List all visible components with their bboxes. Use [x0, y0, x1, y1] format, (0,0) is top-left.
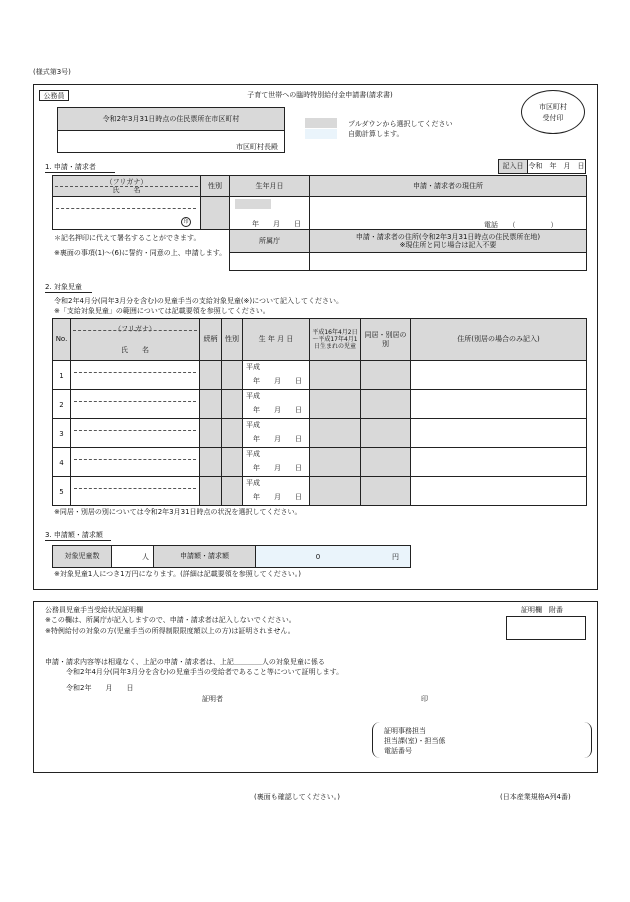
legend-dropdown-text: プルダウンから選択してください [348, 120, 453, 128]
child-row-3-name[interactable] [70, 418, 200, 448]
child-birth-ymd: 年 月 日 [253, 493, 302, 501]
child-col-gender: 性別 [221, 318, 243, 361]
child-row-4-birth[interactable] [242, 447, 310, 477]
child-row-number: 5 [59, 488, 64, 496]
section2-title: 2. 対象児童 [45, 283, 82, 291]
child-row-5-rel[interactable] [199, 476, 222, 506]
child-row-3-gen[interactable] [221, 418, 243, 448]
legend-gray-swatch [305, 118, 337, 128]
child-row-1-coh[interactable] [360, 360, 411, 390]
contact-line2: 担当課(室)・担当係 [384, 737, 446, 745]
entry-date-label: 記入日 [498, 159, 528, 174]
child-row-2-no [52, 389, 71, 419]
child-row-3-born[interactable] [309, 418, 361, 448]
badge-public-servant [39, 90, 69, 101]
child-row-4-addr[interactable] [410, 447, 587, 477]
child-birth-ymd: 年 月 日 [253, 377, 302, 385]
child-row-5-coh[interactable] [360, 476, 411, 506]
child-col-name [70, 318, 200, 361]
residence-label: 令和2年3月31日時点の住民票所在市区町村 [57, 107, 285, 131]
child-row-5-birth[interactable] [242, 476, 310, 506]
child-birth-ymd: 年 月 日 [253, 464, 302, 472]
child-furigana-line [74, 372, 196, 373]
child-era-label: 平成 [246, 421, 260, 429]
certificate-note1: ※この欄は、所属庁が記入しますので、申請・請求者は記入しないでください。 [45, 616, 296, 624]
office-input[interactable] [229, 252, 310, 271]
child-col-born-range: 平成16年4月2日～平成17年4月1日生まれの児童 [309, 318, 361, 361]
birthdate-input[interactable] [229, 196, 310, 230]
child-row-2-name[interactable] [70, 389, 200, 419]
child-row-2-gen[interactable] [221, 389, 243, 419]
amount-value: 0 [315, 553, 321, 561]
child-row-number: 1 [59, 372, 64, 380]
form-number: (様式第3号) [33, 68, 71, 76]
certificate-certifier: 証明者 [202, 695, 223, 703]
child-row-5-gen[interactable] [221, 476, 243, 506]
child-header-divider [73, 330, 197, 331]
child-furigana-line [74, 430, 196, 431]
child-era-label: 平成 [246, 450, 260, 458]
child-col-cohabit: 同居・別居の別 [360, 318, 411, 361]
child-row-4-coh[interactable] [360, 447, 411, 477]
child-row-4-name[interactable] [70, 447, 200, 477]
section2-underline [45, 292, 92, 293]
certificate-title: 公務員児童手当受給状況証明欄 [45, 606, 143, 614]
era-select[interactable] [235, 199, 271, 209]
child-col-relation: 続柄 [199, 318, 222, 361]
child-row-4-rel[interactable] [199, 447, 222, 477]
section2-note2: ※「支給対象児童」の範囲については記載要領を参照してください。 [54, 307, 270, 315]
amount-unit: 円 [392, 553, 399, 561]
form-title: 子育て世帯への臨時特別給付金申請書(請求書) [247, 91, 393, 99]
office-label: 所属庁 [229, 229, 310, 253]
section2-note1: 令和2年4月分(同年3月分を含む)の児童手当の支給対象児童(※)について記入してください。 [54, 297, 344, 305]
child-row-5-name[interactable] [70, 476, 200, 506]
applicant-name-input[interactable] [52, 196, 201, 230]
address-header: 申請・請求者の現住所 [309, 175, 587, 197]
child-row-1-name[interactable] [70, 360, 200, 390]
certificate-date: 令和2年 月 日 [66, 684, 134, 692]
child-name-label: 氏 名 [121, 345, 149, 354]
child-row-number: 2 [59, 401, 64, 409]
child-col-birth: 生 年 月 日 [242, 318, 310, 361]
section3-underline [45, 540, 111, 541]
child-row-number: 4 [59, 459, 64, 467]
amount-label: 申請額・請求額 [153, 545, 256, 568]
child-count-unit: 人 [142, 553, 149, 561]
resident-address-label: 申請・請求者の住所(令和2年3月31日時点の住民票所在地) [355, 232, 541, 241]
resident-address-input[interactable] [309, 252, 587, 271]
child-row-2-rel[interactable] [199, 389, 222, 419]
child-row-3-addr[interactable] [410, 418, 587, 448]
section2-footnote: ※同居・別居の別については令和2年3月31日時点の状況を選択してください。 [54, 508, 302, 516]
certificate-note2: ※特例給付の対象の方(児童手当の所得制限限度額以上の方)は証明されません。 [45, 627, 295, 635]
child-row-4-born[interactable] [309, 447, 361, 477]
child-birth-ymd: 年 月 日 [253, 406, 302, 414]
certificate-side-label: 証明欄 附番 [521, 606, 563, 614]
child-row-3-coh[interactable] [360, 418, 411, 448]
section1-title: 1. 申請・請求者 [45, 163, 96, 171]
certificate-number-box[interactable] [506, 616, 586, 640]
child-furigana-line [74, 459, 196, 460]
stamp-line2: 受付印 [542, 114, 564, 122]
name-label: 氏 名 [112, 186, 141, 194]
certificate-seal: 印 [421, 695, 428, 703]
child-row-5-addr[interactable] [410, 476, 587, 506]
child-row-2-born[interactable] [309, 389, 361, 419]
child-row-1-rel[interactable] [199, 360, 222, 390]
gender-select[interactable] [200, 196, 230, 230]
current-address-input[interactable] [309, 196, 587, 230]
phone-label: 電話 （ ） [484, 221, 558, 229]
child-row-3-birth[interactable] [242, 418, 310, 448]
child-row-number: 3 [59, 430, 64, 438]
child-row-4-gen[interactable] [221, 447, 243, 477]
child-furigana-label: （フリガナ） [114, 325, 156, 334]
resident-address-header [309, 229, 587, 253]
certificate-statement1: 申請・請求内容等は相違なく、上記の申請・請求者は、上記＿＿＿＿人の対象児童に係る [45, 658, 325, 666]
child-era-label: 平成 [246, 479, 260, 487]
resident-address-note: ※現住所と同じ場合は記入不要 [399, 241, 497, 249]
birth-ymd: 年 月 日 [252, 220, 301, 228]
section3-title: 3. 申請額・請求額 [45, 531, 103, 539]
section1-underline [45, 172, 115, 173]
amount-field [255, 545, 411, 568]
badge-label: 公務員 [43, 92, 65, 100]
child-furigana-line [74, 488, 196, 489]
contact-line1: 証明事務担当 [384, 727, 426, 735]
gender-header: 性別 [200, 175, 230, 197]
child-row-3-no [52, 418, 71, 448]
child-row-2-addr[interactable] [410, 389, 587, 419]
legend-blue-swatch [305, 129, 337, 139]
child-row-1-born[interactable] [309, 360, 361, 390]
child-row-5-no [52, 476, 71, 506]
child-row-1-addr[interactable] [410, 360, 587, 390]
note-agree: ※裏面の事項(1)～(6)に誓約・同意の上、申請します。 [54, 249, 227, 257]
note-sign: ＊記名押印に代えて署名することができます。 [54, 234, 201, 242]
child-furigana-line [74, 401, 196, 402]
entry-date-field[interactable]: 令和 年 月 日 [527, 159, 586, 174]
child-row-4-no [52, 447, 71, 477]
certificate-statement2: 令和2年4月分(同年3月分を含む)の児童手当の受給者であること等について証明します。 [66, 668, 344, 676]
child-row-2-coh[interactable] [360, 389, 411, 419]
child-row-1-no [52, 360, 71, 390]
residence-input[interactable] [57, 130, 285, 153]
birthdate-header: 生年月日 [229, 175, 310, 197]
child-era-label: 平成 [246, 363, 260, 371]
footer-paper-size: (日本産業規格A列4番) [500, 793, 571, 801]
header-divider [55, 186, 198, 187]
child-count-label: 対象児童数 [52, 545, 112, 568]
child-col-address: 住所(別居の場合のみ記入) [410, 318, 587, 361]
child-row-2-birth[interactable] [242, 389, 310, 419]
mayor-label: 市区町村長殿 [236, 143, 278, 151]
child-birth-ymd: 年 月 日 [253, 435, 302, 443]
child-row-3-rel[interactable] [199, 418, 222, 448]
contact-line3: 電話番号 [384, 747, 412, 755]
furigana-label: （フリガナ） [105, 177, 148, 186]
seal-mark: 印 [181, 217, 191, 227]
child-count-input[interactable] [111, 545, 154, 568]
legend-auto-text: 自動計算します。 [348, 130, 404, 138]
child-row-1-gen[interactable] [221, 360, 243, 390]
child-era-label: 平成 [246, 392, 260, 400]
stamp-line1: 市区町村 [539, 103, 567, 111]
section3-note: ※対象児童1人につき1万円になります。(詳細は記載要領を参照してください。) [54, 570, 302, 578]
footer-back-note: (裏面も確認してください。) [254, 793, 340, 801]
child-row-1-birth[interactable] [242, 360, 310, 390]
reception-stamp [521, 90, 585, 134]
furigana-divider [56, 208, 196, 209]
child-row-5-born[interactable] [309, 476, 361, 506]
child-col-no: No. [52, 318, 71, 361]
